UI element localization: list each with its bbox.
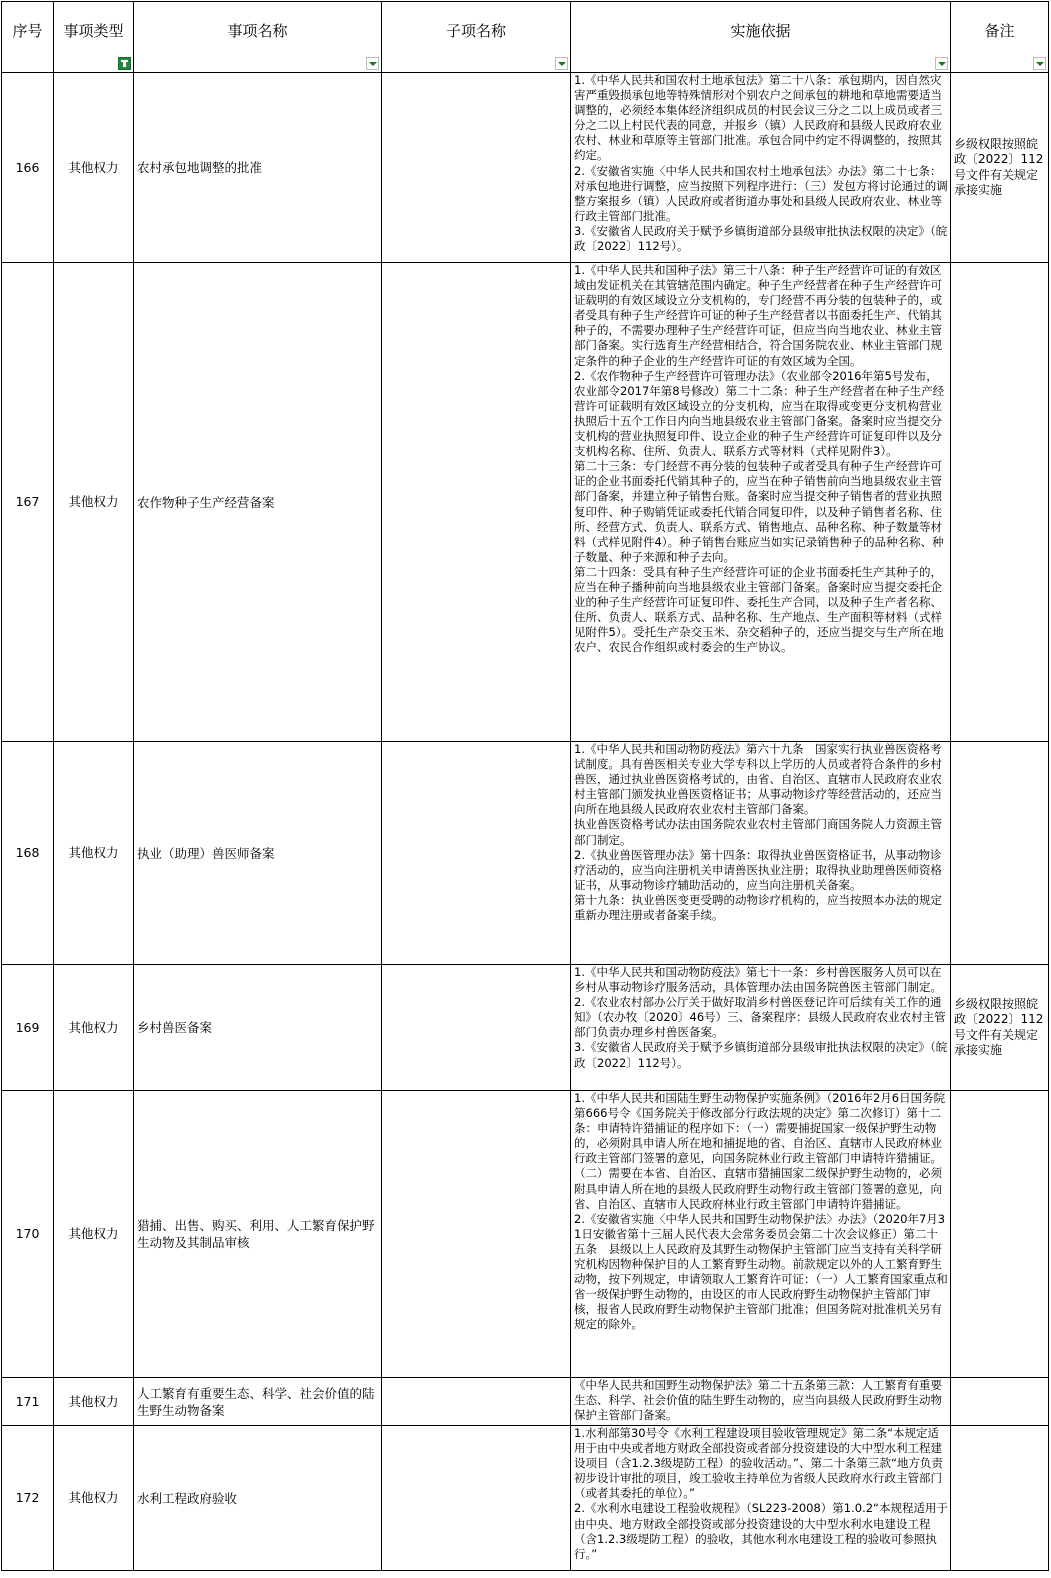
basis-cell: 1.《中华人民共和国动物防疫法》第六十九条 国家实行执业兽医资格考试制度。具有兽医相关专业大学专科以上学历的人员或者符合条件的乡村兽医，通过执业兽医资格考试的，由省、自治区、直辖市人民政府农业农村主管部门颁发执业兽医资格证书；从事动物诊疗等经营活动的，还应当向所在地县级人民政府农业农村主管部门备案。 执业兽医资格考试办法由国务院农业农村主管部门商国务院人力资源主管部门制定。 2.《执业兽医管理办法》第十四条：取得执业兽医资格证书，从事动物诊疗活动的，应当向注册机关申请兽医执业注册；取得执业助理兽医师资格证书，从事动物诊疗辅助活动的，应当向注册机关备案。 第十九条：执业兽医变更受聘的动物诊疗机构的，应当按照本办法的规定重新办理注册或者备案手续。 <box>571 742 951 965</box>
table-row <box>2 263 1049 742</box>
sub-cell <box>382 263 571 742</box>
type-cell: 其他权力 <box>54 1378 134 1426</box>
name-cell: 农作物种子生产经营备案 <box>134 263 382 742</box>
seq-cell: 172 <box>2 1426 54 1571</box>
basis-cell: 《中华人民共和国野生动物保护法》第二十五条第三款：人工繁育有重要生态、科学、社会价值的陆生野生动物的，应当向县级人民政府野生动物保护主管部门备案。 <box>571 1378 951 1426</box>
sub-cell <box>382 742 571 965</box>
seq-cell: 171 <box>2 1378 54 1426</box>
seq-cell: 167 <box>2 263 54 742</box>
sub-cell <box>382 1091 571 1378</box>
header-sub: 子项名称 <box>382 2 571 73</box>
sub-cell <box>382 73 571 263</box>
basis-cell: 1.《中华人民共和国陆生野生动物保护实施条例》（2016年2月6日国务院第666号令《国务院关于修改部分行政法规的决定》第二次修订）第十二条：申请特许猎捕证的程序如下：（一）需要捕捉国家一级保护野生动物的，必须附具申请人所在地和捕捉地的省、自治区、直辖市人民政府林业行政主管部门签署的意见，向国务院林业行政主管部门申请特许猎捕证。（二）需要在本省、自治区、直辖市猎捕国家二级保护野生动物的，必须附具申请人所在地的县级人民政府野生动物行政主管部门签署的意见，向省、自治区、直辖市人民政府林业行政主管部门申请特许猎捕证。 2.《安徽省实施〈中华人民共和国野生动物保护法〉办法》（2020年7月31日安徽省第十三届人民代表大会常务委员会第二十次会议修正）第二十五条 县级以上人民政府及其野生动物保护主管部门应当支持有关科学研究机构因物种保护目的人工繁育野生动物。前款规定以外的人工繁育野生动物，按下列规定，申请领取人工繁育许可证：（一）人工繁育国家重点和省一级保护野生动物的，由设区的市人民政府野生动物保护主管部门审核，报省人民政府野生动物保护主管部门批准；但国务院对批准机关另有规定的除外。 <box>571 1091 951 1378</box>
seq-cell: 169 <box>2 965 54 1091</box>
note-cell <box>951 742 1049 965</box>
table-row <box>2 73 1049 263</box>
basis-cell: 1.《中华人民共和国动物防疫法》第七十一条：乡村兽医服务人员可以在乡村从事动物诊疗服务活动，具体管理办法由国务院兽医主管部门制定。 2.《农业农村部办公厅关于做好取消乡村兽医登记许可后续有关工作的通知》（农办牧〔2020〕46号）三、备案程序：县级人民政府农业农村主管部门负责办理乡村兽医备案。 3.《安徽省人民政府关于赋予乡镇街道部分县级审批执法权限的决定》（皖政〔2022〕112号）。 <box>571 965 951 1091</box>
filter-active-icon[interactable] <box>118 57 131 70</box>
name-cell: 乡村兽医备案 <box>134 965 382 1091</box>
type-cell: 其他权力 <box>54 73 134 263</box>
header-basis: 实施依据 <box>571 2 951 73</box>
name-cell: 猎捕、出售、购买、利用、人工繁育保护野生动物及其制品审核 <box>134 1091 382 1378</box>
table-row <box>2 1091 1049 1378</box>
basis-cell: 1.《中华人民共和国农村土地承包法》第二十八条：承包期内，因自然灾害严重毁损承包地等特殊情形对个别农户之间承包的耕地和草地需要适当调整的，必须经本集体经济组织成员的村民会议三分之二以上成员或者三分之二以上村民代表的同意，并报乡（镇）人民政府和县级人民政府农业农村、林业和草原等主管部门批准。承包合同中约定不得调整的，按照其约定。 2.《安徽省实施〈中华人民共和国农村土地承包法〉办法》第二十七条：对承包地进行调整，应当按照下列程序进行：（三）发包方将讨论通过的调整方案报乡（镇）人民政府或者街道办事处和县级人民政府农业、林业等行政主管部门批准。 3.《安徽省人民政府关于赋予乡镇街道部分县级审批执法权限的决定》（皖政〔2022〕112号）。 <box>571 73 951 263</box>
filter-dropdown-icon[interactable] <box>935 57 948 70</box>
header-note: 备注 <box>951 2 1049 73</box>
type-cell: 其他权力 <box>54 263 134 742</box>
note-cell <box>951 1378 1049 1426</box>
name-cell: 人工繁育有重要生态、科学、社会价值的陆生野生动物备案 <box>134 1378 382 1426</box>
sub-cell <box>382 1378 571 1426</box>
header-name: 事项名称 <box>134 2 382 73</box>
seq-cell: 168 <box>2 742 54 965</box>
filter-dropdown-icon[interactable] <box>1033 57 1046 70</box>
name-cell: 执业（助理）兽医师备案 <box>134 742 382 965</box>
type-cell: 其他权力 <box>54 1426 134 1571</box>
table-row <box>2 1378 1049 1426</box>
header-type: 事项类型 <box>54 2 134 73</box>
seq-cell: 166 <box>2 73 54 263</box>
seq-cell: 170 <box>2 1091 54 1378</box>
basis-cell: 1.水利部第30号令《水利工程建设项目验收管理规定》第二条“本规定适用于由中央或者地方财政全部投资或者部分投资建设的大中型水利工程建设项目（含1.2.3级堤防工程）的验收活动。”、第二十条第三款“地方负责初步设计审批的项目，竣工验收主持单位为省级人民政府水行政主管部门（或者其委托的单位）。” 2.《水利水电建设工程验收规程》（SL223-2008）第1.0.2“本规程适用于由中央、地方财政全部投资或部分投资建设的大中型水利水电建设工程（含1.2.3级堤防工程）的验收，其他水利水电建设工程的验收可参照执行。” <box>571 1426 951 1571</box>
name-cell: 农村承包地调整的批准 <box>134 73 382 263</box>
sub-cell <box>382 965 571 1091</box>
sub-cell <box>382 1426 571 1571</box>
note-cell: 乡级权限按照皖政〔2022〕112号文件有关规定承接实施 <box>951 73 1049 263</box>
note-cell <box>951 1091 1049 1378</box>
type-cell: 其他权力 <box>54 965 134 1091</box>
header-seq: 序号 <box>2 2 54 73</box>
table-row <box>2 1426 1049 1571</box>
table-row <box>2 965 1049 1091</box>
authority-table <box>1 1 1049 1571</box>
filter-dropdown-icon[interactable] <box>555 57 568 70</box>
type-cell: 其他权力 <box>54 742 134 965</box>
type-cell: 其他权力 <box>54 1091 134 1378</box>
note-cell <box>951 263 1049 742</box>
header-row <box>2 2 1049 73</box>
note-cell <box>951 1426 1049 1571</box>
name-cell: 水利工程政府验收 <box>134 1426 382 1571</box>
basis-cell: 1.《中华人民共和国种子法》第三十八条：种子生产经营许可证的有效区域由发证机关在其管辖范围内确定。种子生产经营者在种子生产经营许可证载明的有效区域设立分支机构的，专门经营不再分装的包装种子的，或者受具有种子生产经营许可证的种子生产经营者以书面委托生产、代销其种子的，不需要办理种子生产经营许可证，但应当向当地农业、林业主管部门备案。实行选育生产经营相结合，符合国务院农业、林业主管部门规定条件的种子企业的生产经营许可证的有效区域为全国。 2.《农作物种子生产经营许可管理办法》（农业部令2016年第5号发布，农业部令2017年第8号修改）第二十二条：种子生产经营者在种子生产经营许可证载明有效区域设立的分支机构，应当在取得或变更分支机构营业执照后十五个工作日内向当地县级农业主管部门备案。备案时应当提交分支机构的营业执照复印件、设立企业的种子生产经营许可证复印件以及分支机构名称、住所、负责人、联系方式等材料（式样见附件3）。 第二十三条：专门经营不再分装的包装种子或者受具有种子生产经营许可证的企业书面委托代销其种子的，应当在种子销售前向当地县级农业主管部门备案，并建立种子销售台账。备案时应当提交种子销售者的营业执照复印件、种子购销凭证或委托代销合同复印件，以及种子销售者名称、住所、经营方式、负责人、联系方式、销售地点、品种名称、种子数量等材料（式样见附件4）。种子销售台账应当如实记录销售种子的品种名称、种子数量、种子来源和种子去向。 第二十四条：受具有种子生产经营许可证的企业书面委托生产其种子的，应当在种子播种前向当地县级农业主管部门备案。备案时应当提交委托企业的种子生产经营许可证复印件、委托生产合同，以及种子生产者名称、住所、负责人、联系方式、品种名称、生产地点、生产面积等材料（式样见附件5）。受托生产杂交玉米、杂交稻种子的，还应当提交与生产所在地农户、农民合作组织或村委会的生产协议。 <box>571 263 951 742</box>
filter-dropdown-icon[interactable] <box>366 57 379 70</box>
note-cell: 乡级权限按照皖政〔2022〕112号文件有关规定承接实施 <box>951 965 1049 1091</box>
table-row <box>2 742 1049 965</box>
